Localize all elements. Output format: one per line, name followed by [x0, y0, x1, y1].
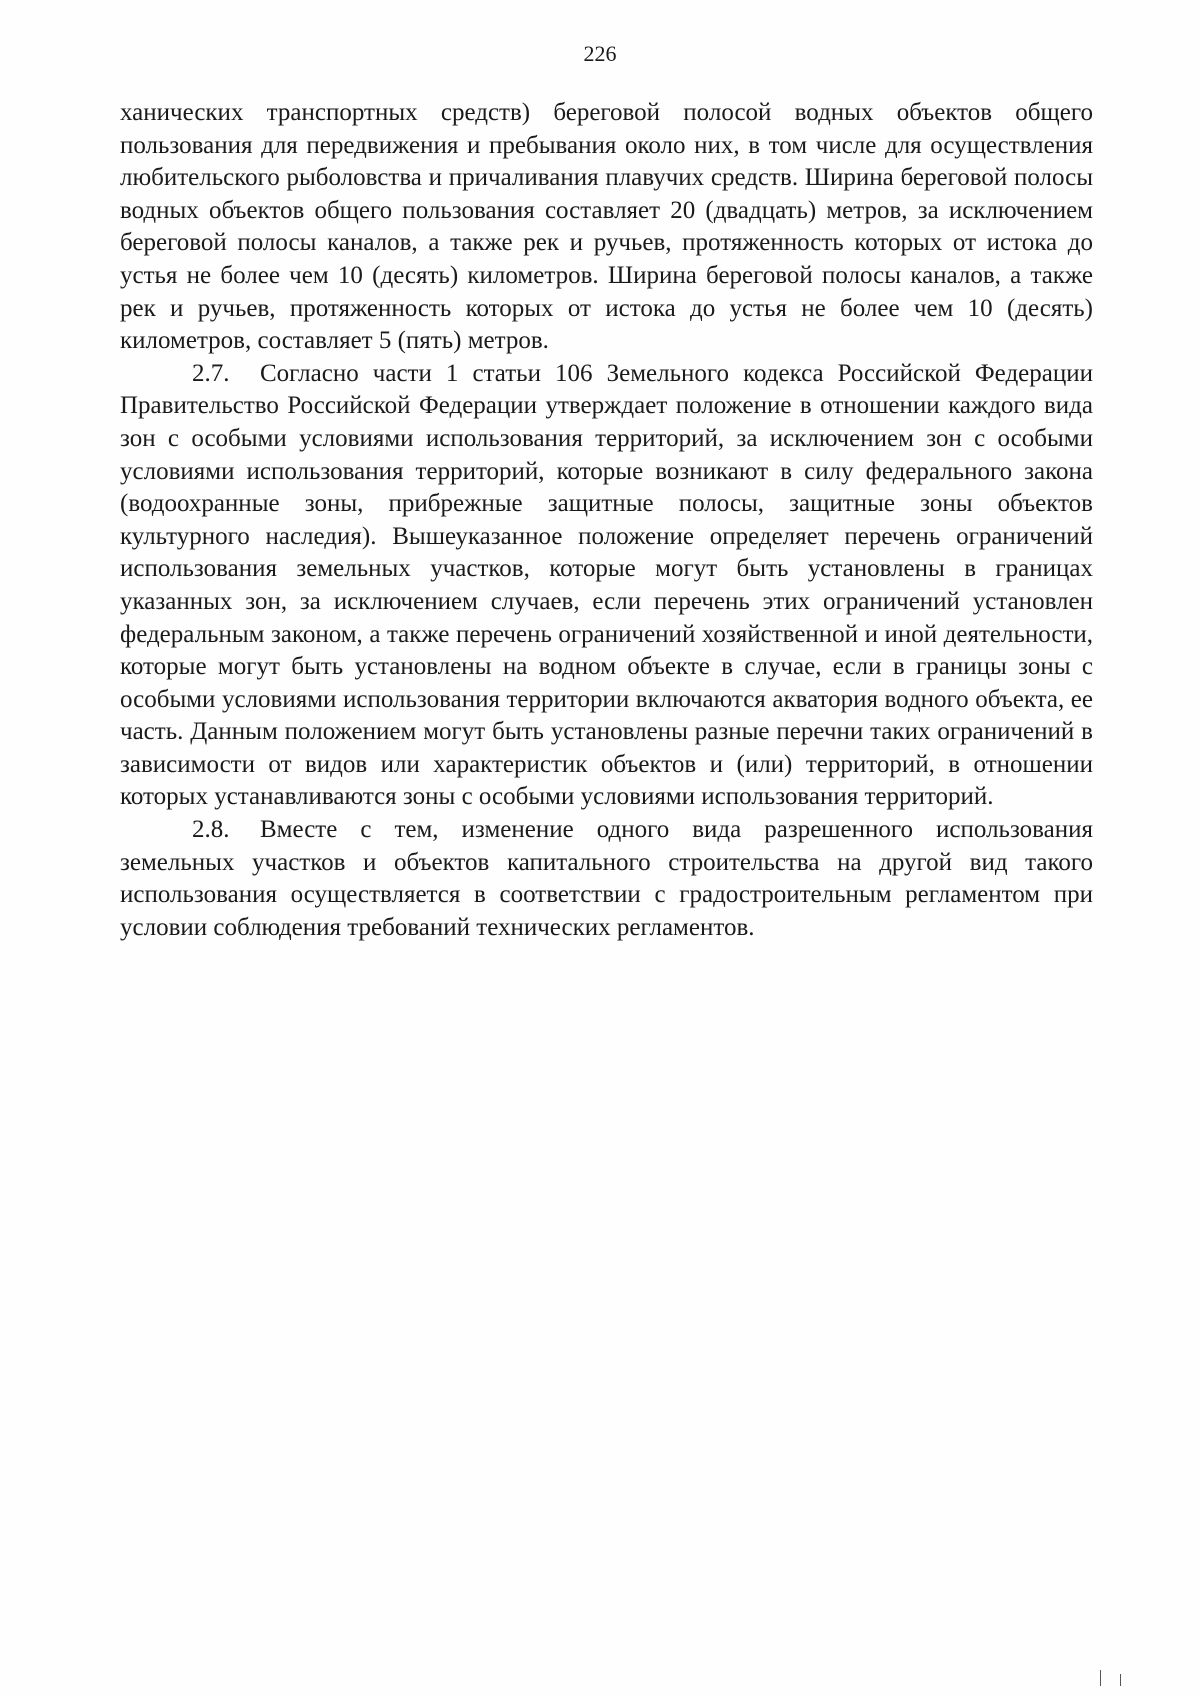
paragraph-continuation	[120, 97, 1093, 358]
scan-mark	[1120, 1674, 1121, 1686]
paragraph-number: 2.7.	[192, 359, 230, 387]
paragraph-text: ханических транспортных средств) береговой полосой водных объектов общего пользования для передвижения и пребывания около них, в том числе для осуществления любительского рыболовства и причаливания плавучих средств. Ширина береговой полосы водных объектов общего пользования составляет 20 (двадцать) метров, за исключением береговой полосы каналов, а также рек и ручьев, протяженность которых от истока до устья не более чем 10 (десять) километров. Ширина береговой полосы каналов, а также рек и ручьев, протяженность которых от истока до устья не более чем 10 (десять) километров, составляет 5 (пять) метров.	[120, 99, 1093, 355]
paragraph-number: 2.8.	[192, 816, 230, 844]
document-body	[120, 97, 1093, 944]
paragraph-text: Вместе с тем, изменение одного вида разрешенного использования земельных участков и объектов капитального строительства на другой вид такого использования осуществляется в соответствии с градостроительным регламентом при условии соблюдения требований технических регламентов.	[120, 816, 1093, 941]
scan-mark	[1100, 1670, 1101, 1686]
paragraph-2-8	[120, 814, 1093, 944]
paragraph-text: Согласно части 1 статьи 106 Земельного кодекса Российской Федерации Правительство Российской Федерации утверждает положение в отношении каждого вида зон с особыми условиями использования территорий, за исключением зон с особыми условиями использования территорий, которые возникают в силу федерального закона (водоохранные зоны, прибрежные защитные полосы, защитные зоны объектов культурного наследия). Вышеуказанное положение определяет перечень ограничений использования земельных участков, которые могут быть установлены в границах указанных зон, за исключением случаев, если перечень этих ограничений установлен федеральным законом, а также перечень ограничений хозяйственной и иной деятельности, которые могут быть установлены на водном объекте в случае, если в границы зоны с особыми условиями использования территории включаются акватория водного объекта, ее часть. Данным положением могут быть установлены разные перечни таких ограничений в зависимости от видов или характеристик объектов и (или) территорий, в отношении которых устанавливаются зоны с особыми условиями использования территорий.	[120, 359, 1093, 811]
paragraph-2-7	[120, 358, 1093, 814]
page-number: 226	[583, 41, 617, 66]
